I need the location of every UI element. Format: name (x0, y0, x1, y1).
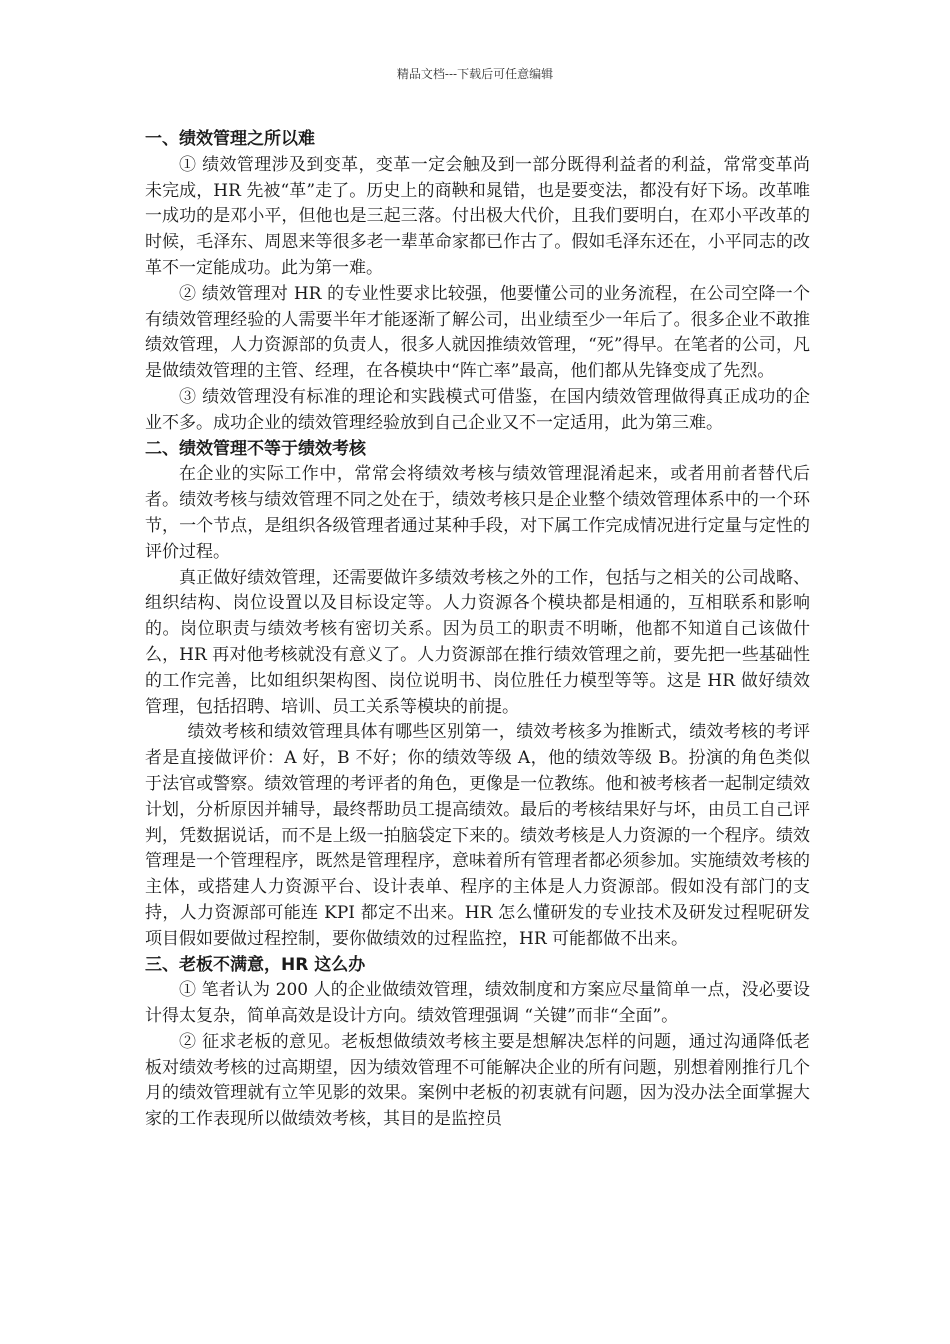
paragraph: ② 征求老板的意见。老板想做绩效考核主要是想解决怎样的问题，通过沟通降低老板对绩效考核的过高期望，因为绩效管理不可能解决企业的所有问题，别想着刚推行几个月的绩效管理就有立竿见影的效果。案例中老板的初衷就有问题，因为没办法全面掌握大家的工作表现所以做绩效考核，其目的是监控员 (145, 1031, 810, 1130)
paragraph: ① 绩效管理涉及到变革，变革一定会触及到一部分既得利益者的利益，常常变革尚未完成，HR 先被“革”走了。历史上的商鞅和晁错，也是要变法，都没有好下场。改革唯一成功的是邓小平，但他也是三起三落。付出极大代价，且我们要明白，在邓小平改革的时候，毛泽东、周恩来等很多老一辈革命家都已作古了。假如毛泽东还在，小平同志的改革不一定能成功。此为第一难。 (145, 154, 810, 278)
section-1 (145, 127, 810, 437)
section-heading: 二、绩效管理不等于绩效考核 (145, 438, 366, 459)
paragraph: ③ 绩效管理没有标准的理论和实践模式可借鉴，在国内绩效管理做得真正成功的企业不多。成功企业的绩效管理经验放到自己企业又不一定适用，此为第三难。 (145, 386, 810, 433)
paragraph: 在企业的实际工作中，常常会将绩效考核与绩效管理混淆起来，或者用前者替代后者。绩效考核与绩效管理不同之处在于，绩效考核只是企业整个绩效管理体系中的一个环节，一个节点，是组织各级管理者通过某种手段，对下属工作完成情况进行定量与定性的评价过程。 (145, 464, 810, 562)
section-3 (145, 953, 810, 1134)
document-body (145, 127, 810, 1133)
section-heading: 一、绩效管理之所以难 (145, 129, 315, 149)
section-heading: 三、老板不满意，HR 这么办 (145, 954, 366, 975)
page-header: 精品文档---下载后可任意编辑 (396, 67, 554, 81)
paragraph: ② 绩效管理对 HR 的专业性要求比较强，他要懂公司的业务流程，在公司空降一个有绩效管理经验的人需要半年才能逐渐了解公司，出业绩至少一年后了。很多企业不敢推绩效管理，人力资源部的负责人，很多人就因推绩效管理，“死”得早。在笔者的公司，凡是做绩效管理的主管、经理，在各模块中“阵亡率”最高，他们都从先锋变成了先烈。 (145, 283, 810, 382)
paragraph: 真正做好绩效管理，还需要做许多绩效考核之外的工作，包括与之相关的公司战略、组织结构、岗位设置以及目标设定等。人力资源各个模块都是相通的，互相联系和影响的。岗位职责与绩效考核有密切关系。因为员工的职责不明晰，他都不知道自己该做什么，HR 再对他考核就没有意义了。人力资源部在推行绩效管理之前，要先把一些基础性的工作完善，比如组织架构图、岗位说明书、岗位胜任力模型等等。这是 HR 做好绩效管理，包括招聘、培训、员工关系等模块的前提。 (145, 567, 810, 717)
paragraph: 绩效考核和绩效管理具体有哪些区别第一，绩效考核多为推断式，绩效考核的考评者是直接做评价：A 好，B 不好；你的绩效等级 A，他的绩效等级 B。扮演的角色类似于法官或警察。绩效管理的考评者的角色，更像是一位教练。他和被考核者一起制定绩效计划，分析原因并辅导，最终帮助员工提高绩效。最后的考核结果好与坏，由员工自己评判，凭数据说话，而不是上级一拍脑袋定下来的。绩效考核是人力资源的一个程序。绩效管理是一个管理程序，既然是管理程序，意味着所有管理者都必须参加。实施绩效考核的主体，或搭建人力资源平台、设计表单、程序的主体是人力资源部。假如没有部门的支持，人力资源部可能连 KPI 都定不出来。HR 怎么懂研发的专业技术及研发过程呢研发项目假如要做过程控制，要你做绩效的过程监控，HR 可能都做不出来。 (145, 722, 810, 949)
paragraph: ① 笔者认为 200 人的企业做绩效管理，绩效制度和方案应尽量简单一点，没必要设计得太复杂，简单高效是设计方向。绩效管理强调 “关键”而非“全面”。 (145, 980, 810, 1027)
section-2 (145, 437, 810, 953)
